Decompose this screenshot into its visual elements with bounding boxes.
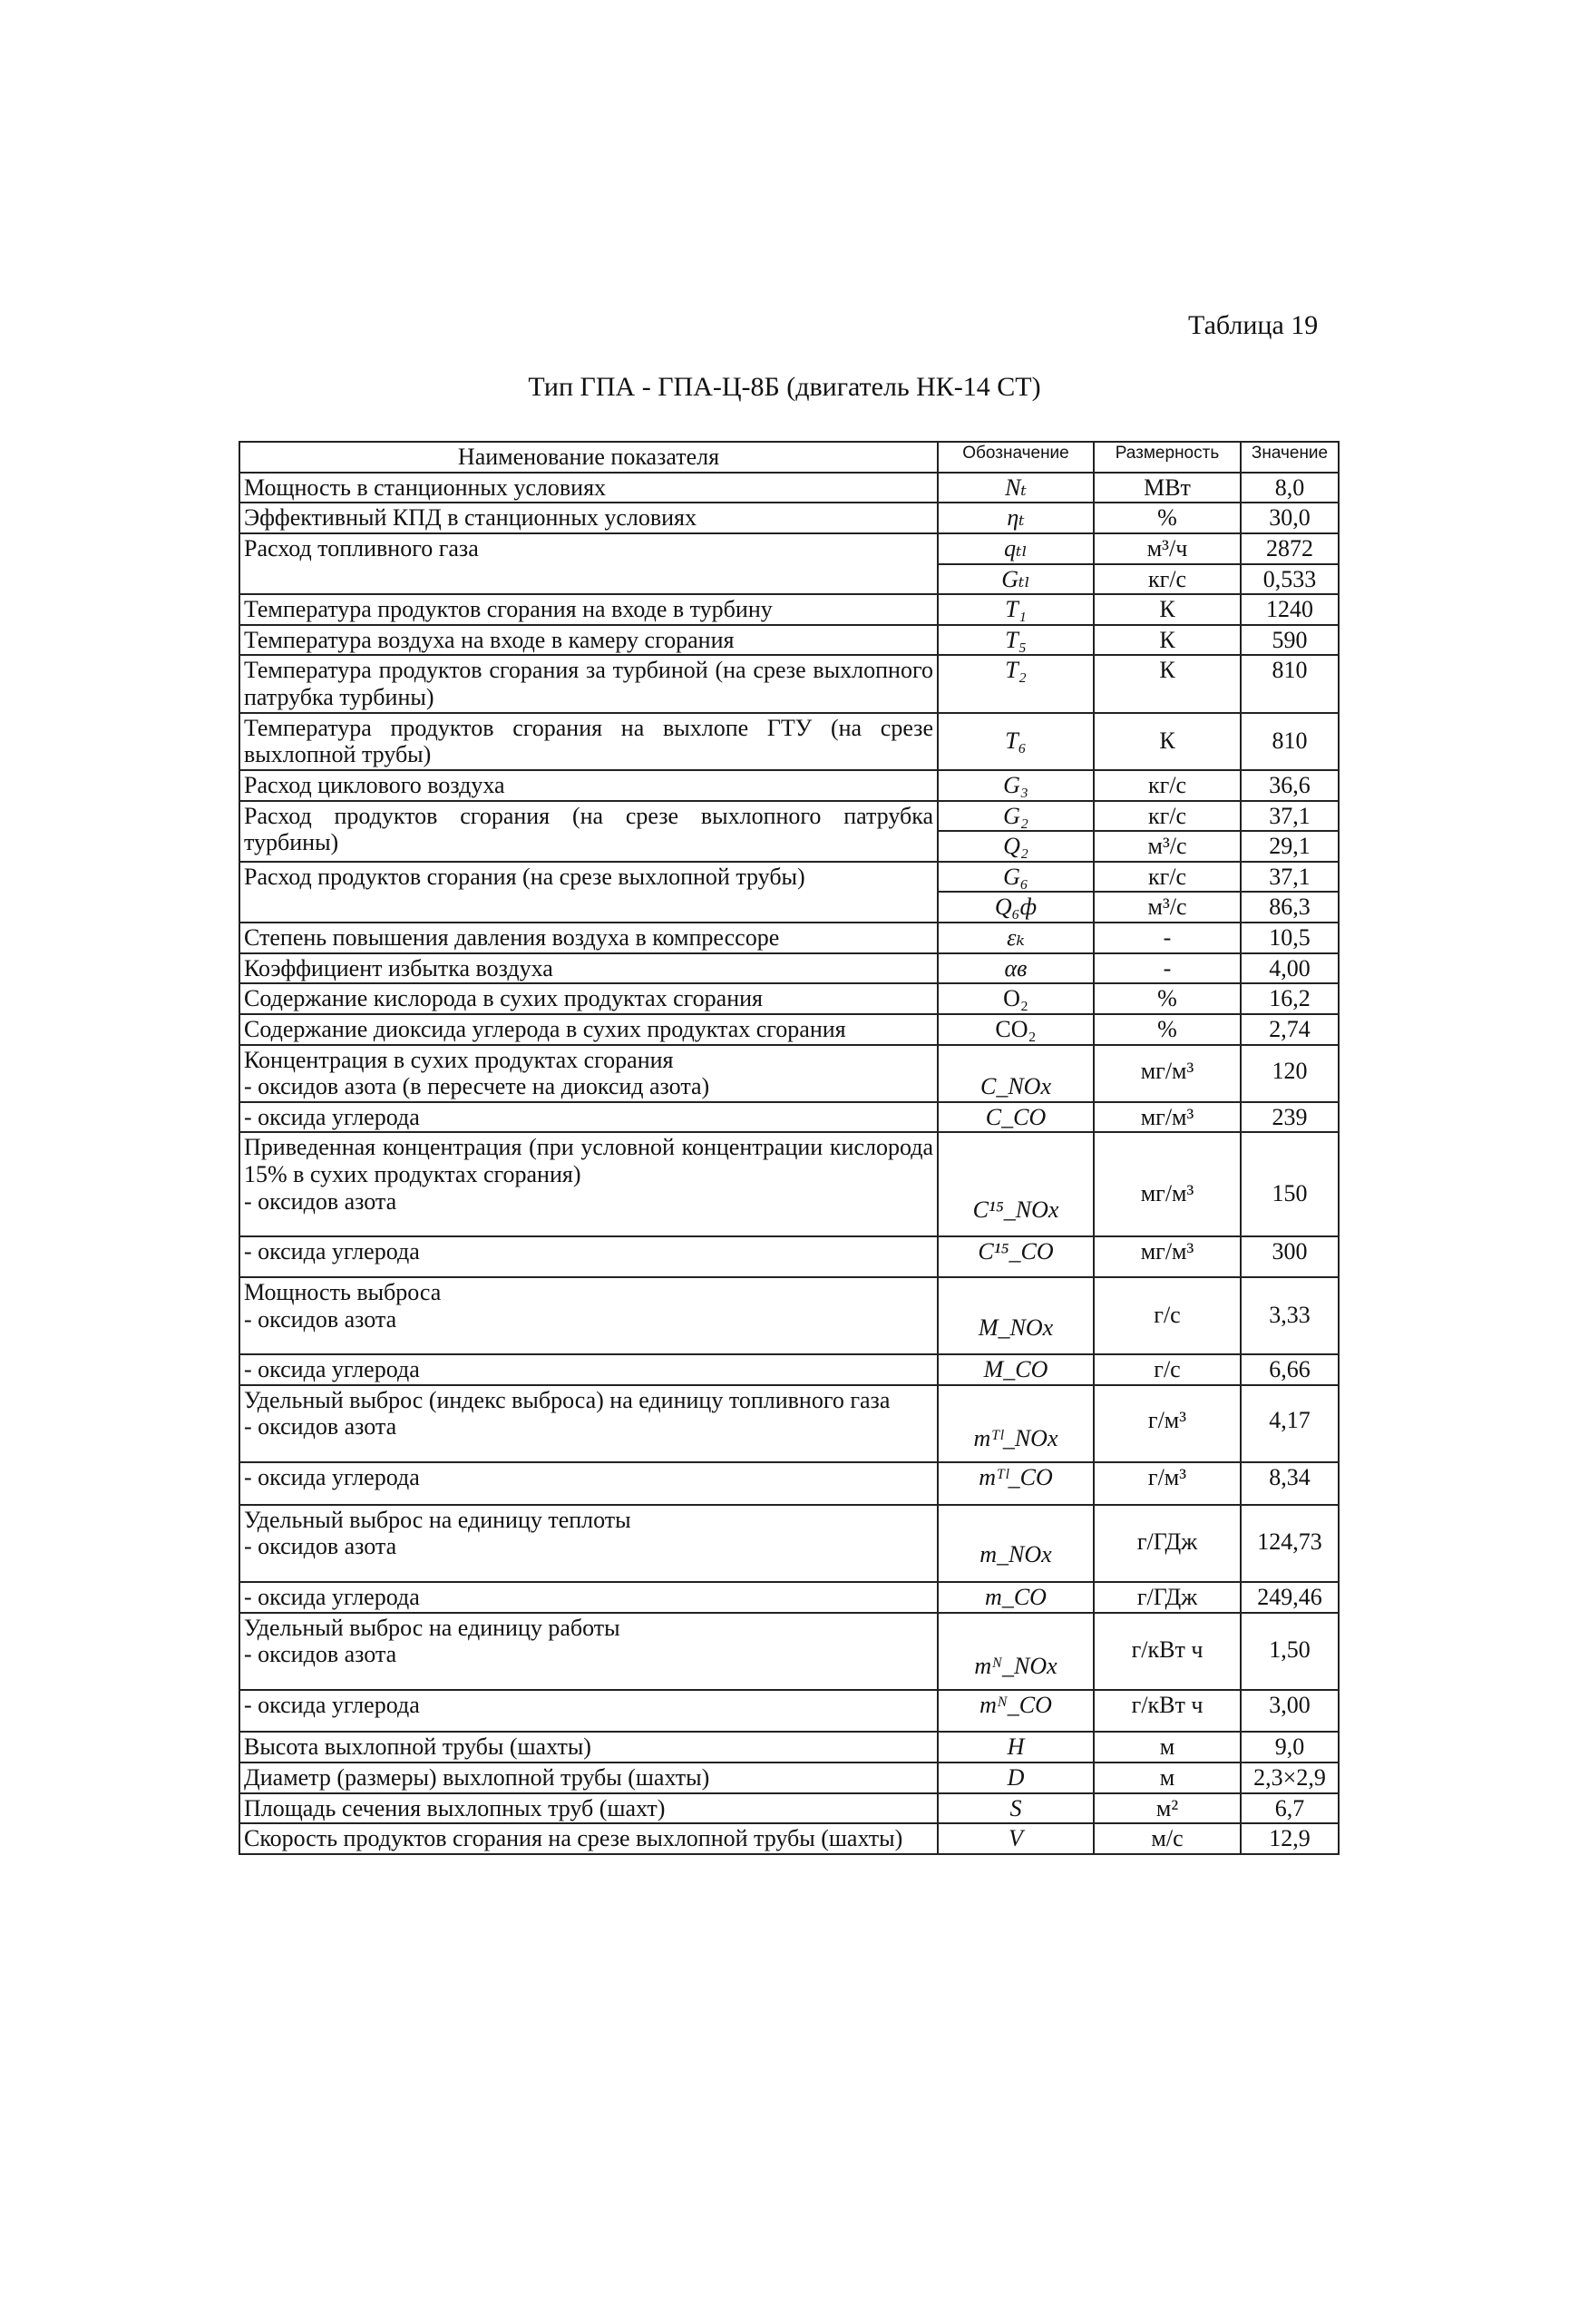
table-row: [239, 953, 1339, 984]
row-value: 2872: [1241, 533, 1339, 564]
row-name: Расход продуктов сгорания (на срезе выхлопного патрубка турбины): [239, 801, 938, 862]
row-symbol: CO₂: [938, 1014, 1094, 1045]
subitem-label: - оксидов азота: [244, 1641, 397, 1668]
row-symbol: G₂: [938, 801, 1094, 832]
row-value: 29,1: [1241, 831, 1339, 862]
row-symbol: ηₜ: [938, 503, 1094, 533]
row-symbol: M_NOx: [938, 1277, 1094, 1354]
row-unit: м²: [1094, 1793, 1241, 1824]
table-row: [239, 655, 1339, 712]
table-row: [239, 923, 1339, 953]
row-unit: К: [1094, 594, 1241, 625]
row-unit: г/кВт ч: [1094, 1613, 1241, 1690]
table-row: [239, 564, 1339, 595]
row-value: 37,1: [1241, 862, 1339, 893]
row-value: 8,0: [1241, 473, 1339, 503]
row-unit: г/с: [1094, 1277, 1241, 1354]
table-row: [239, 1462, 1339, 1505]
table-row: [239, 862, 1339, 893]
row-value: 2,74: [1241, 1014, 1339, 1045]
table-row: [239, 1354, 1339, 1385]
row-unit: кг/с: [1094, 564, 1241, 595]
row-unit: м³/с: [1094, 892, 1241, 923]
row-name: Степень повышения давления воздуха в компрессоре: [239, 923, 938, 953]
row-name: Эффективный КПД в станционных условиях: [239, 503, 938, 533]
row-unit: К: [1094, 655, 1241, 712]
row-value: 30,0: [1241, 503, 1339, 533]
row-unit: К: [1094, 713, 1241, 770]
row-value: 590: [1241, 625, 1339, 656]
row-symbol: G₆: [938, 862, 1094, 893]
group-heading: Приведенная концентрация (при условной концентрации кислорода 15% в сухих продуктах сгорания): [244, 1134, 933, 1187]
row-value: 12,9: [1241, 1823, 1339, 1854]
row-value: 1240: [1241, 594, 1339, 625]
row-name: [239, 1613, 938, 1690]
table-row: [239, 625, 1339, 656]
subitem-label: - оксидов азота: [244, 1305, 397, 1333]
table-row: [239, 983, 1339, 1014]
row-unit: м³/с: [1094, 831, 1241, 862]
row-value: 10,5: [1241, 923, 1339, 953]
row-symbol: G₃: [938, 770, 1094, 801]
header-value: Значение: [1241, 442, 1339, 473]
row-name: - оксида углерода: [239, 1462, 938, 1505]
row-name: Расход продуктов сгорания (на срезе выхлопной трубы): [239, 862, 938, 893]
row-value: 1,50: [1241, 1613, 1339, 1690]
row-name: - оксида углерода: [239, 1236, 938, 1277]
table-row: [239, 713, 1339, 770]
row-symbol: C_CO: [938, 1102, 1094, 1133]
row-value: 150: [1241, 1132, 1339, 1236]
row-value: 3,00: [1241, 1690, 1339, 1733]
row-symbol: Gₜₗ: [938, 564, 1094, 595]
row-name-continuation: [239, 892, 938, 923]
row-symbol: T₁: [938, 594, 1094, 625]
table-number-label: Таблица 19: [1188, 310, 1319, 340]
row-name: - оксида углерода: [239, 1354, 938, 1385]
row-value: 120: [1241, 1045, 1339, 1102]
row-name: Мощность в станционных условиях: [239, 473, 938, 503]
row-symbol: Q₆ф: [938, 892, 1094, 923]
row-symbol: C_NOx: [938, 1045, 1094, 1102]
row-name: Содержание кислорода в сухих продуктах сгорания: [239, 983, 938, 1014]
table-row: [239, 1132, 1339, 1236]
row-value: 239: [1241, 1102, 1339, 1133]
table-row: [239, 1582, 1339, 1613]
table-title: Тип ГПА - ГПА-Ц-8Б (двигатель НК-14 СТ): [528, 372, 1041, 402]
group-heading: Удельный выброс на единицу работы: [244, 1614, 620, 1641]
row-value: 2,3×2,9: [1241, 1763, 1339, 1793]
row-unit: г/ГДж: [1094, 1505, 1241, 1582]
row-value: 4,00: [1241, 953, 1339, 984]
row-unit: -: [1094, 923, 1241, 953]
row-value: 6,66: [1241, 1354, 1339, 1385]
row-unit: кг/с: [1094, 862, 1241, 893]
row-symbol: H: [938, 1732, 1094, 1763]
row-symbol: mᴺ_NOx: [938, 1613, 1094, 1690]
row-unit: %: [1094, 983, 1241, 1014]
table-row: [239, 1045, 1339, 1102]
row-unit: мг/м³: [1094, 1045, 1241, 1102]
row-name: Скорость продуктов сгорания на срезе выхлопной трубы (шахты): [239, 1823, 938, 1854]
row-value: 810: [1241, 655, 1339, 712]
row-value: 810: [1241, 713, 1339, 770]
row-unit: мг/м³: [1094, 1102, 1241, 1133]
table-row: [239, 1236, 1339, 1277]
header-name: Наименование показателя: [239, 442, 938, 473]
table-row: [239, 1613, 1339, 1690]
table-row: [239, 1732, 1339, 1763]
row-name: - оксида углерода: [239, 1690, 938, 1733]
row-value: 3,33: [1241, 1277, 1339, 1354]
table-row: [239, 1505, 1339, 1582]
row-name: Содержание диоксида углерода в сухих продуктах сгорания: [239, 1014, 938, 1045]
row-symbol: T₆: [938, 713, 1094, 770]
row-name: [239, 1045, 938, 1102]
table-row: [239, 1014, 1339, 1045]
row-symbol: εₖ: [938, 923, 1094, 953]
row-name: Температура продуктов сгорания за турбиной (на срезе выхлопного патрубка турбины): [239, 655, 938, 712]
table-row: [239, 1793, 1339, 1824]
row-symbol: m_NOx: [938, 1505, 1094, 1582]
header-symbol: Обозначение: [938, 442, 1094, 473]
row-value: 37,1: [1241, 801, 1339, 832]
row-name: - оксида углерода: [239, 1102, 938, 1133]
row-value: 9,0: [1241, 1732, 1339, 1763]
row-symbol: T₂: [938, 655, 1094, 712]
row-name: Высота выхлопной трубы (шахты): [239, 1732, 938, 1763]
row-unit: %: [1094, 1014, 1241, 1045]
subitem-label: - оксидов азота (в пересчете на диоксид азота): [244, 1073, 710, 1100]
row-name: Расход топливного газа: [239, 533, 938, 564]
row-unit: К: [1094, 625, 1241, 656]
row-symbol: mᵀˡ_NOx: [938, 1385, 1094, 1462]
row-value: 16,2: [1241, 983, 1339, 1014]
row-value: 4,17: [1241, 1385, 1339, 1462]
row-name: Температура воздуха на входе в камеру сгорания: [239, 625, 938, 656]
row-symbol: D: [938, 1763, 1094, 1793]
header-row: [239, 442, 1339, 473]
table-row: [239, 594, 1339, 625]
row-unit: г/м³: [1094, 1385, 1241, 1462]
table-row: [239, 801, 1339, 832]
table-row: [239, 770, 1339, 801]
group-heading: Мощность выброса: [244, 1278, 442, 1305]
row-symbol: C¹⁵_CO: [938, 1236, 1094, 1277]
row-unit: МВт: [1094, 473, 1241, 503]
row-name-continuation: [239, 564, 938, 595]
row-name: [239, 1277, 938, 1354]
row-symbol: S: [938, 1793, 1094, 1824]
row-name: Коэффициент избытка воздуха: [239, 953, 938, 984]
row-symbol: C¹⁵_NOx: [938, 1132, 1094, 1236]
row-name: Температура продуктов сгорания на входе в турбину: [239, 594, 938, 625]
table-row: [239, 1385, 1339, 1462]
row-unit: -: [1094, 953, 1241, 984]
row-unit: м: [1094, 1732, 1241, 1763]
subitem-label: - оксидов азота: [244, 1413, 397, 1440]
table-row: [239, 1102, 1339, 1133]
row-name: Площадь сечения выхлопных труб (шахт): [239, 1793, 938, 1824]
row-unit: кг/с: [1094, 770, 1241, 801]
table-row: [239, 1823, 1339, 1854]
row-name: Диаметр (размеры) выхлопной трубы (шахты): [239, 1763, 938, 1793]
row-unit: мг/м³: [1094, 1132, 1241, 1236]
group-heading: Удельный выброс (индекс выброса) на единицу топливного газа: [244, 1386, 891, 1413]
table-row: [239, 473, 1339, 503]
table-row: [239, 503, 1339, 533]
row-name: [239, 1385, 938, 1462]
row-value: 249,46: [1241, 1582, 1339, 1613]
row-unit: г/м³: [1094, 1462, 1241, 1505]
row-symbol: αв: [938, 953, 1094, 984]
row-unit: г/кВт ч: [1094, 1690, 1241, 1733]
table-row: [239, 1690, 1339, 1733]
row-name: [239, 1132, 938, 1236]
row-symbol: mᵀˡ_CO: [938, 1462, 1094, 1505]
row-symbol: Q₂: [938, 831, 1094, 862]
group-heading: Удельный выброс на единицу теплоты: [244, 1506, 631, 1533]
row-unit: м³/ч: [1094, 533, 1241, 564]
row-value: 124,73: [1241, 1505, 1339, 1582]
row-symbol: M_CO: [938, 1354, 1094, 1385]
row-symbol: Nₜ: [938, 473, 1094, 503]
subitem-label: - оксидов азота: [244, 1533, 397, 1560]
row-value: 86,3: [1241, 892, 1339, 923]
row-unit: г/ГДж: [1094, 1582, 1241, 1613]
row-symbol: T₅: [938, 625, 1094, 656]
row-unit: %: [1094, 503, 1241, 533]
row-unit: мг/м³: [1094, 1236, 1241, 1277]
row-value: 300: [1241, 1236, 1339, 1277]
table-row: [239, 1763, 1339, 1793]
row-name: Расход циклового воздуха: [239, 770, 938, 801]
row-symbol: qₜₗ: [938, 533, 1094, 564]
parameters-table: [239, 441, 1340, 1855]
row-symbol: O₂: [938, 983, 1094, 1014]
row-symbol: mᴺ_CO: [938, 1690, 1094, 1733]
row-symbol: V: [938, 1823, 1094, 1854]
row-unit: кг/с: [1094, 801, 1241, 832]
row-value: 8,34: [1241, 1462, 1339, 1505]
row-unit: м: [1094, 1763, 1241, 1793]
table-row: [239, 533, 1339, 564]
header-unit: Размерность: [1094, 442, 1241, 473]
row-name: [239, 1505, 938, 1582]
row-unit: м/с: [1094, 1823, 1241, 1854]
row-value: 0,533: [1241, 564, 1339, 595]
row-name: Температура продуктов сгорания на выхлопе ГТУ (на срезе выхлопной трубы): [239, 713, 938, 770]
subitem-label: - оксидов азота: [244, 1187, 397, 1215]
group-heading: Концентрация в сухих продуктах сгорания: [244, 1046, 674, 1073]
row-symbol: m_CO: [938, 1582, 1094, 1613]
row-name: - оксида углерода: [239, 1582, 938, 1613]
table-row: [239, 1277, 1339, 1354]
row-value: 6,7: [1241, 1793, 1339, 1824]
row-unit: г/с: [1094, 1354, 1241, 1385]
row-value: 36,6: [1241, 770, 1339, 801]
table-row: [239, 892, 1339, 923]
